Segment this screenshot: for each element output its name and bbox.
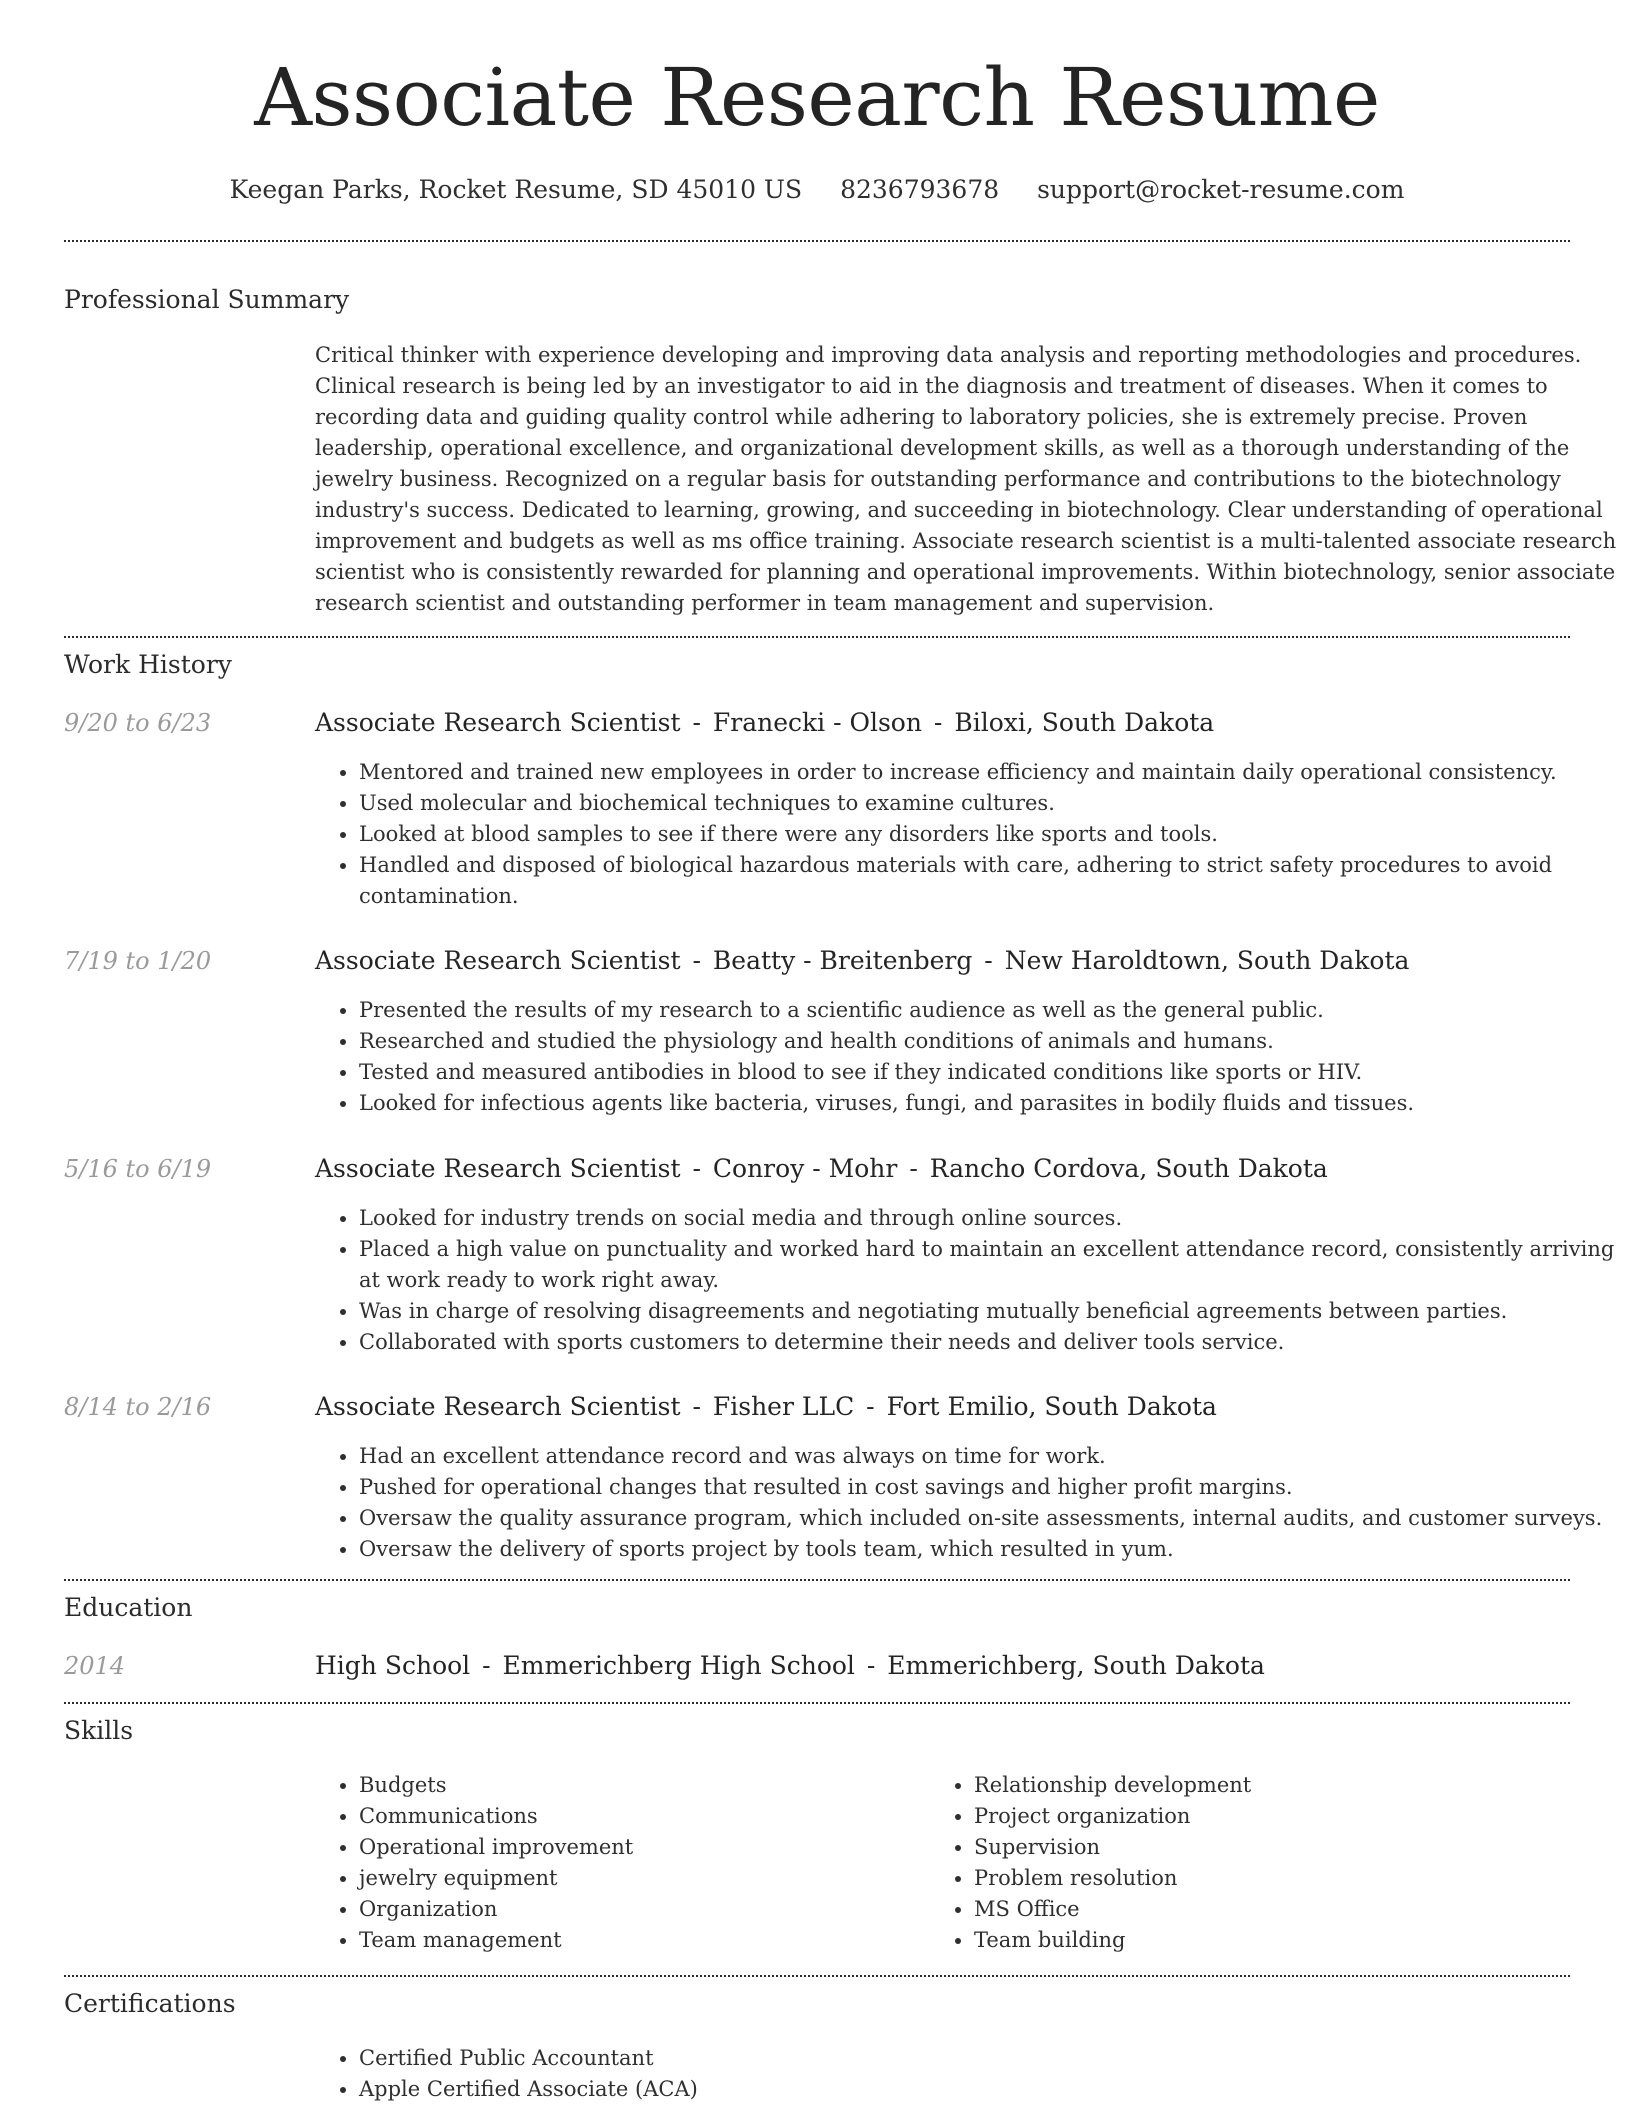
separator: - — [909, 1154, 918, 1183]
job-bullets — [315, 757, 1632, 912]
job-location: Rancho Cordova, South Dakota — [929, 1154, 1328, 1183]
list-item: • Oversaw the delivery of sports project by tools team, which resulted in yum. — [359, 1534, 1632, 1565]
contact-phone[interactable]: 8236793678 — [840, 175, 1000, 204]
section-divider — [64, 1702, 1570, 1704]
separator: - — [692, 946, 701, 975]
skill-item: • Supervision — [974, 1832, 1574, 1863]
certifications-heading: Certifications — [64, 1989, 236, 2018]
section-divider — [64, 1975, 1570, 1977]
separator: - — [692, 1154, 701, 1183]
skill-item: • Team management — [359, 1925, 959, 1956]
certifications-list — [315, 2043, 1632, 2105]
skill-item: • Relationship development — [974, 1770, 1574, 1801]
job-company: Beatty - Breitenberg — [712, 946, 973, 975]
section-divider — [64, 636, 1570, 638]
section-divider — [64, 240, 1570, 242]
separator: - — [866, 1651, 876, 1680]
certification-item: • Apple Certified Associate (ACA) — [359, 2074, 1632, 2105]
skill-item: • Operational improvement — [359, 1832, 959, 1863]
job-bullets — [315, 995, 1632, 1119]
list-item: • Pushed for operational changes that resulted in cost savings and higher profit margins. — [359, 1472, 1632, 1503]
skill-item: • MS Office — [974, 1894, 1574, 1925]
list-item: • Looked for industry trends on social media and through online sources. — [359, 1203, 1632, 1234]
job-location: Fort Emilio, South Dakota — [886, 1392, 1217, 1421]
skill-item: • Project organization — [974, 1801, 1574, 1832]
list-item: • Looked at blood samples to see if there were any disorders like sports and tools. — [359, 819, 1632, 850]
summary-heading: Professional Summary — [64, 285, 350, 314]
education-year: 2014 — [64, 1652, 126, 1680]
job-title: Associate Research Scientist — [315, 1154, 681, 1183]
resume-title: Associate Research Resume — [254, 51, 1380, 144]
job-heading — [315, 1389, 1217, 1425]
job-dates: 9/20 to 6/23 — [64, 709, 212, 737]
job-dates: 8/14 to 2/16 — [64, 1393, 212, 1421]
separator: - — [984, 946, 993, 975]
job-heading — [315, 1151, 1328, 1187]
list-item: • Researched and studied the physiology and health conditions of animals and humans. — [359, 1026, 1632, 1057]
job-heading — [315, 943, 1409, 979]
separator: - — [933, 708, 943, 737]
job-company: Fisher LLC — [712, 1392, 855, 1421]
separator: - — [692, 1392, 701, 1421]
section-divider — [64, 1579, 1570, 1581]
job-company: Franecki - Olson — [712, 708, 922, 737]
skill-item: • Team building — [974, 1925, 1574, 1956]
list-item: • Mentored and trained new employees in order to increase efficiency and maintain daily operational consistency. — [359, 757, 1632, 788]
separator: - — [866, 1392, 875, 1421]
separator: - — [692, 708, 701, 737]
skill-item: • Communications — [359, 1801, 959, 1832]
job-title: Associate Research Scientist — [315, 946, 681, 975]
education-school: Emmerichberg High School — [502, 1651, 855, 1680]
job-title: Associate Research Scientist — [315, 1392, 681, 1421]
list-item: • Used molecular and biochemical techniques to examine cultures. — [359, 788, 1632, 819]
list-item: • Tested and measured antibodies in blood to see if they indicated conditions like sports or HIV. — [359, 1057, 1632, 1088]
job-bullets — [315, 1203, 1632, 1358]
education-heading-line — [315, 1648, 1265, 1684]
education-degree: High School — [315, 1651, 471, 1680]
job-dates: 7/19 to 1/20 — [64, 947, 212, 975]
summary-text: Critical thinker with experience developing and improving data analysis and reporting methodologies and procedures. Clinical research is being led by an investigator to aid in the diagnosis and treatment of diseases. When it comes to recording data and guiding quality control while adhering to laboratory policies, she is extremely precise. Proven leadership, operational excellence, and organizational development skills, as well as a thorough understanding of the jewelry business. Recognized on a regular basis for outstanding performance and contributions to the biotechnology industry's success. Dedicated to learning, growing, and succeeding in biotechnology. Clear understanding of operational improvement and budgets as well as ms office training. Associate research scientist is a multi-talented associate research scientist who is consistently rewarded for planning and operational improvements. Within biotechnology, senior associate research scientist and outstanding performer in team management and supervision. — [315, 343, 1617, 615]
skill-item: • jewelry equipment — [359, 1863, 959, 1894]
job-bullets — [315, 1441, 1632, 1565]
certification-item: • Certified Public Accountant — [359, 2043, 1632, 2074]
skills-list-left — [315, 1770, 959, 1956]
list-item: • Was in charge of resolving disagreements and negotiating mutually beneficial agreements between parties. — [359, 1296, 1632, 1327]
job-company: Conroy - Mohr — [712, 1154, 898, 1183]
education-heading: Education — [64, 1593, 193, 1622]
separator: - — [482, 1651, 491, 1680]
contact-info — [64, 170, 1570, 210]
contact-address: Keegan Parks, Rocket Resume, SD 45010 US — [229, 175, 803, 204]
list-item: • Had an excellent attendance record and was always on time for work. — [359, 1441, 1632, 1472]
list-item: • Placed a high value on punctuality and worked hard to maintain an excellent attendance record, consistently arriving at work ready to work right away. — [359, 1234, 1632, 1296]
skill-item: • Problem resolution — [974, 1863, 1574, 1894]
work-history-heading: Work History — [64, 650, 232, 679]
list-item: • Looked for infectious agents like bacteria, viruses, fungi, and parasites in bodily fluids and tissues. — [359, 1088, 1632, 1119]
skill-item: • Organization — [359, 1894, 959, 1925]
job-title: Associate Research Scientist — [315, 708, 681, 737]
skills-list-right — [930, 1770, 1574, 1956]
job-heading — [315, 705, 1214, 741]
list-item: • Oversaw the quality assurance program, which included on-site assessments, internal audits, and customer surveys. — [359, 1503, 1632, 1534]
skill-item: • Budgets — [359, 1770, 959, 1801]
skills-heading: Skills — [64, 1716, 134, 1745]
contact-email[interactable]: support@rocket-resume.com — [1037, 175, 1405, 204]
job-location: New Haroldtown, South Dakota — [1004, 946, 1410, 975]
list-item: • Collaborated with sports customers to determine their needs and deliver tools service. — [359, 1327, 1632, 1358]
education-location: Emmerichberg, South Dakota — [887, 1651, 1265, 1680]
job-dates: 5/16 to 6/19 — [64, 1155, 212, 1183]
list-item: • Handled and disposed of biological hazardous materials with care, adhering to strict safety procedures to avoid contamination. — [359, 850, 1632, 912]
job-location: Biloxi, South Dakota — [954, 708, 1215, 737]
list-item: • Presented the results of my research to a scientific audience as well as the general public. — [359, 995, 1632, 1026]
